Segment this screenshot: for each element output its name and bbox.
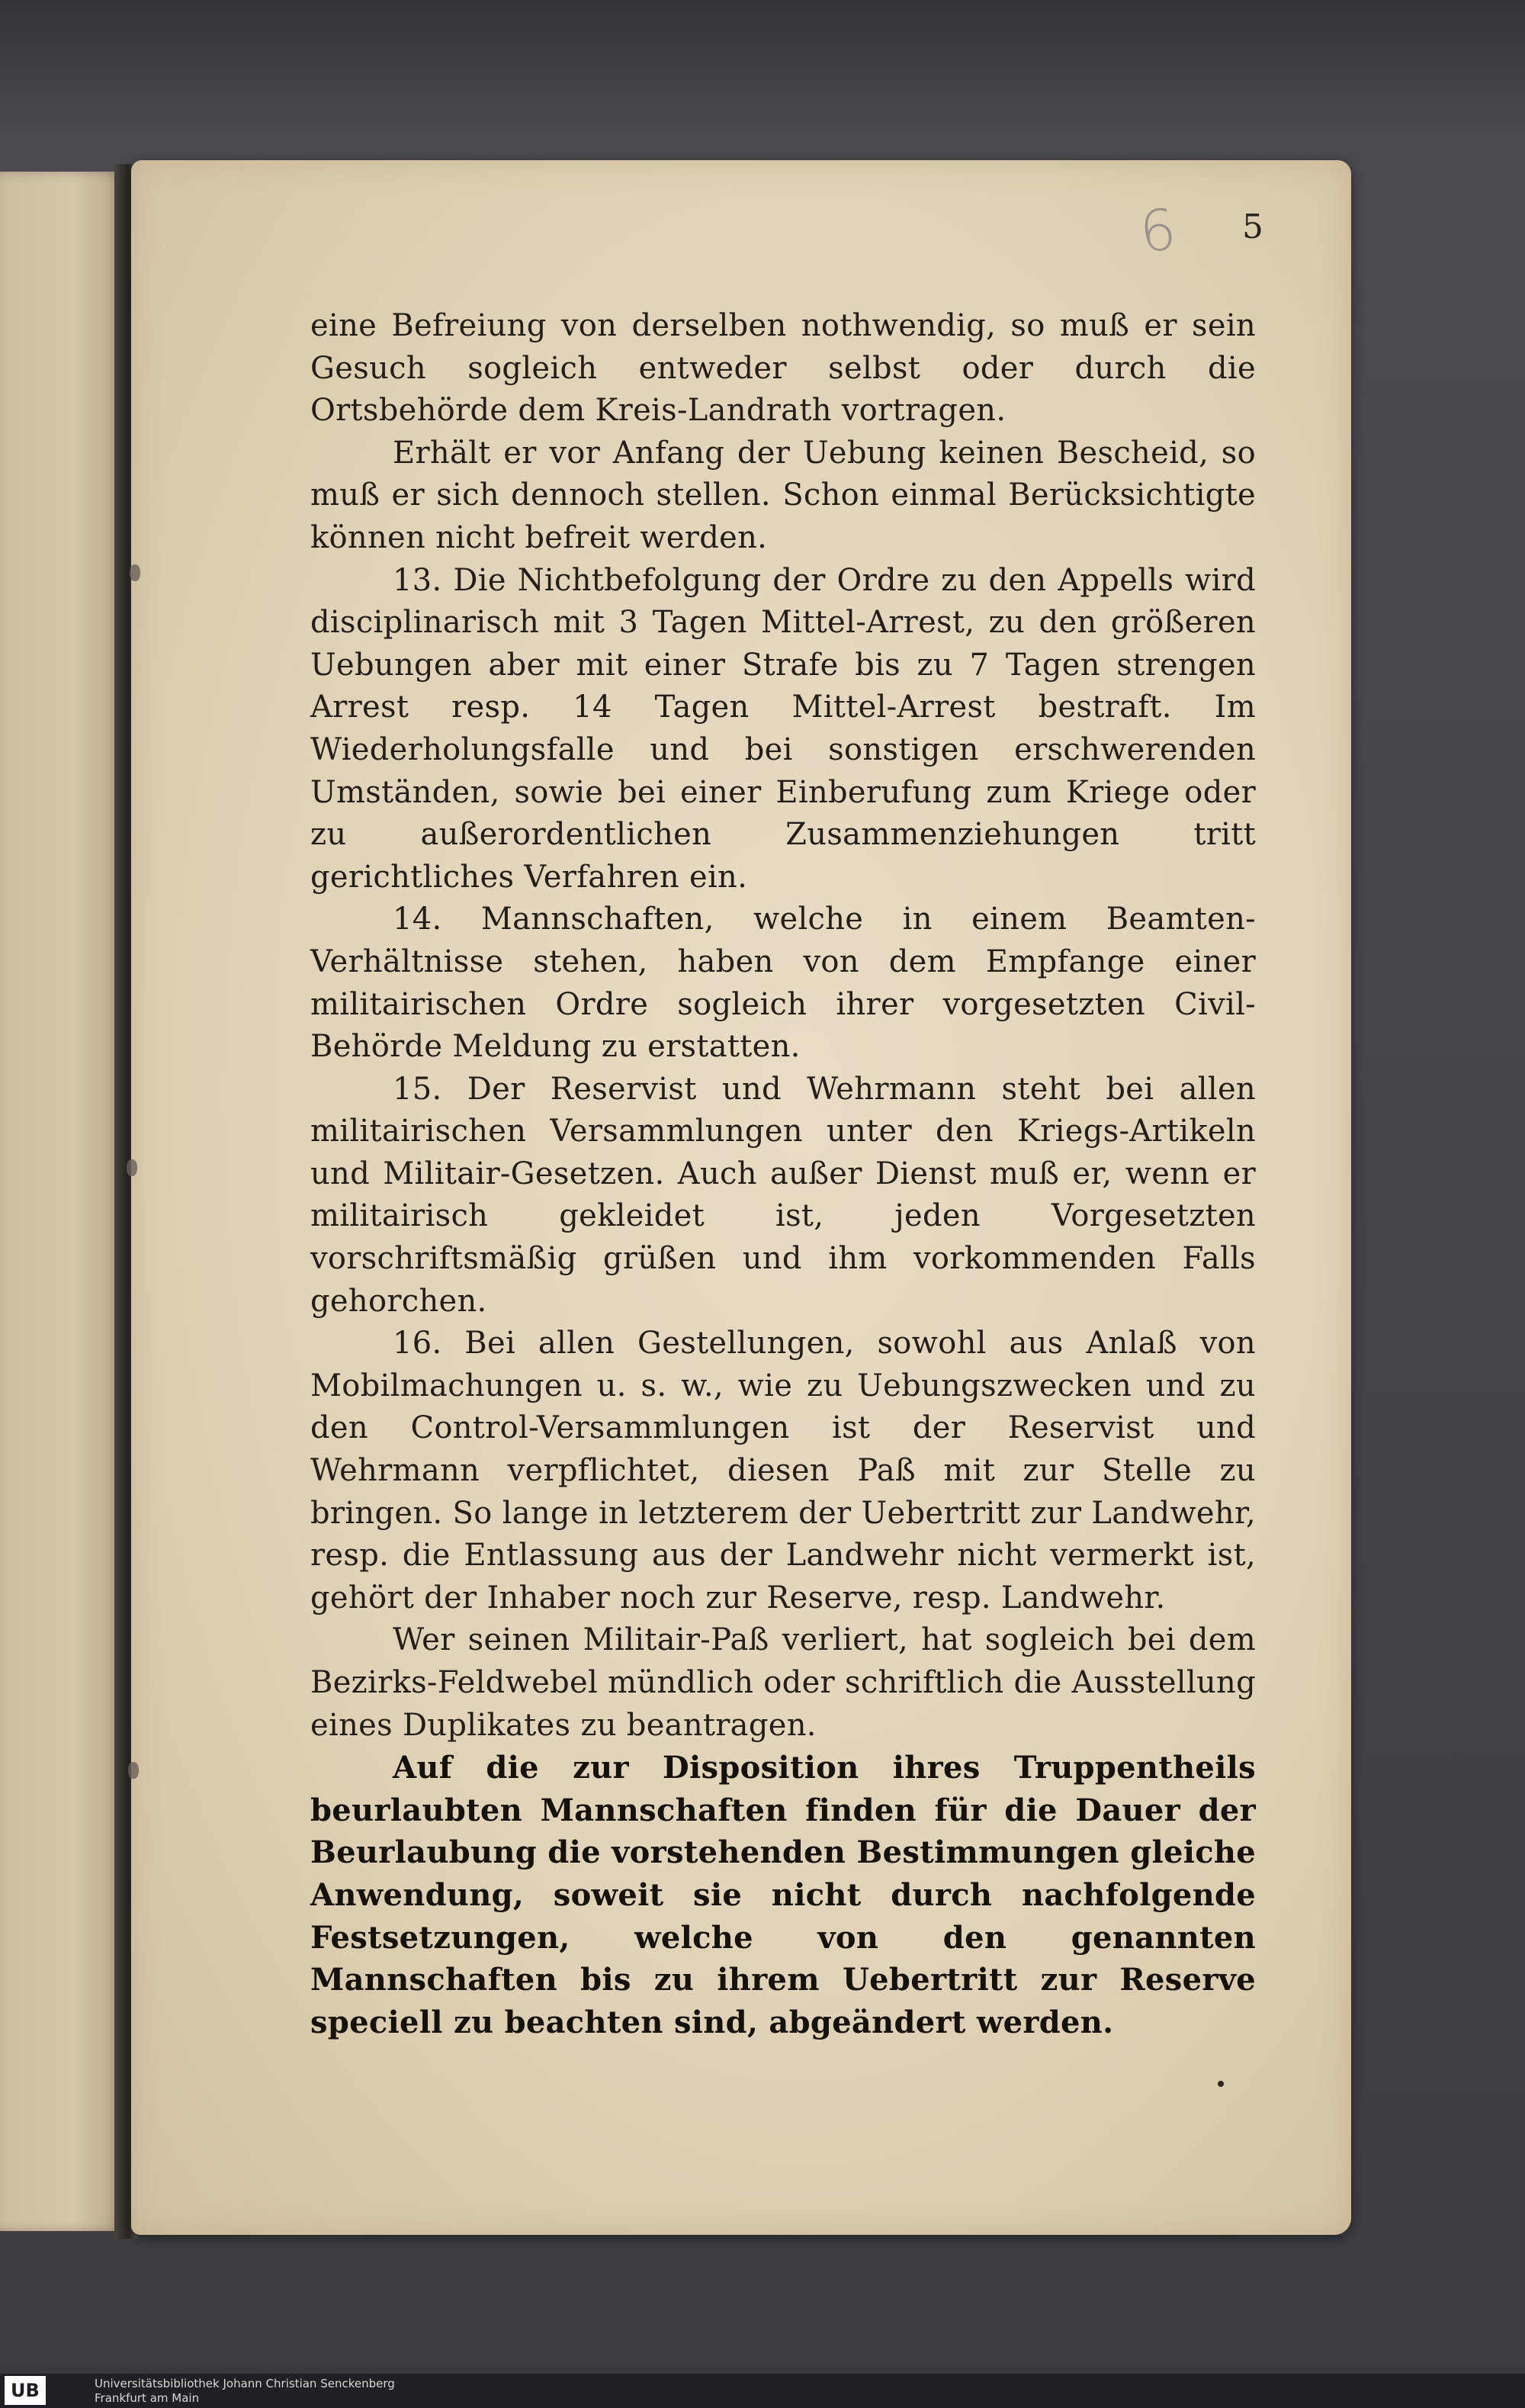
logo-box: UB (5, 2376, 46, 2405)
pencil-annotation: 6 (1136, 196, 1180, 266)
footer-line-2: Frankfurt am Main (95, 2391, 200, 2405)
binding-mark (127, 1159, 137, 1176)
footer-line-1: Universitätsbibliothek Johann Christian Senckenberg (95, 2377, 395, 2390)
paragraph: Erhält er vor Anfang der Uebung keinen Bescheid, so muß er sich dennoch stellen. Schon einmal Berücksichtigte können nicht befreit werden. (310, 435, 1256, 555)
document-page (131, 160, 1351, 2235)
body-text (310, 305, 1256, 2043)
paragraph-section-16: 16. Bei allen Gestellungen, sowohl aus Anlaß von Mobilmachungen u. s. w., wie zu Uebungszwecken und zu den Control-Versammlungen ist der Reservist und Wehrmann verpflichtet, diesen Paß mit zur Stelle zu bringen. So lange in letzterem der Uebertritt zur Landwehr, resp. die Entlassung aus der Landwehr nicht vermerkt ist, gehört der Inhaber noch zur Reserve, resp. Landwehr. (310, 1326, 1256, 1616)
binding-mark (128, 1762, 139, 1779)
binding-mark (130, 564, 140, 581)
paragraph-section-13: 13. Die Nichtbefolgung der Ordre zu den Appells wird disciplinarisch mit 3 Tagen Mittel-Arrest, zu den größeren Uebungen aber mit einer Strafe bis zu 7 Tagen strengen Arrest resp. 14 Tagen Mittel-Arrest bestraft. Im Wiederholungsfalle und bei sonstigen erschwerenden Umständen, sowie bei einer Einberufung zum Kriege oder zu außerordentlichen Zusammenziehungen tritt gerichtliches Verfahren ein. (310, 562, 1256, 895)
footer-attribution (95, 2377, 395, 2406)
paragraph-section-15: 15. Der Reservist und Wehrmann steht bei allen militairischen Versammlungen unter den Kriegs-Artikeln und Militair-Gesetzen. Auch außer Dienst muß er, wenn er militairisch gekleidet ist, jeden Vorgesetzten vorschriftsmäßig grüßen und ihm vorkommenden Falls gehorchen. (310, 1071, 1256, 1319)
paragraph: Wer seinen Militair-Paß verliert, hat sogleich bei dem Bezirks-Feldwebel mündlich oder schriftlich die Ausstellung eines Duplikates zu beantragen. (310, 1622, 1256, 1743)
page-number: 5 (1242, 207, 1263, 246)
left-page-edge (0, 172, 122, 2231)
paragraph: eine Befreiung von derselben nothwendig, so muß er sein Gesuch sogleich entweder selbst oder durch die Ortsbehörde dem Kreis-Landrath vortragen. (310, 308, 1256, 429)
library-logo (5, 2375, 87, 2406)
paragraph-section-14: 14. Mannschaften, welche in einem Beamten-Verhältnisse stehen, haben von dem Empfange einer militairischen Ordre sogleich ihrer vorgesetzten Civil-Behörde Meldung zu erstatten. (310, 902, 1256, 1065)
ink-dot (1218, 2081, 1224, 2087)
bold-paragraph: Auf die zur Disposition ihres Truppentheils beurlaubten Mannschaften finden für die Dauer der Beurlaubung die vorstehenden Bestimmungen gleiche Anwendung, soweit sie nicht durch nachfolgende Festsetzungen, welche von den genannten Mannschaften bis zu ihrem Uebertritt zur Reserve speciell zu beachten sind, abgeändert werden. (310, 1750, 1256, 2040)
